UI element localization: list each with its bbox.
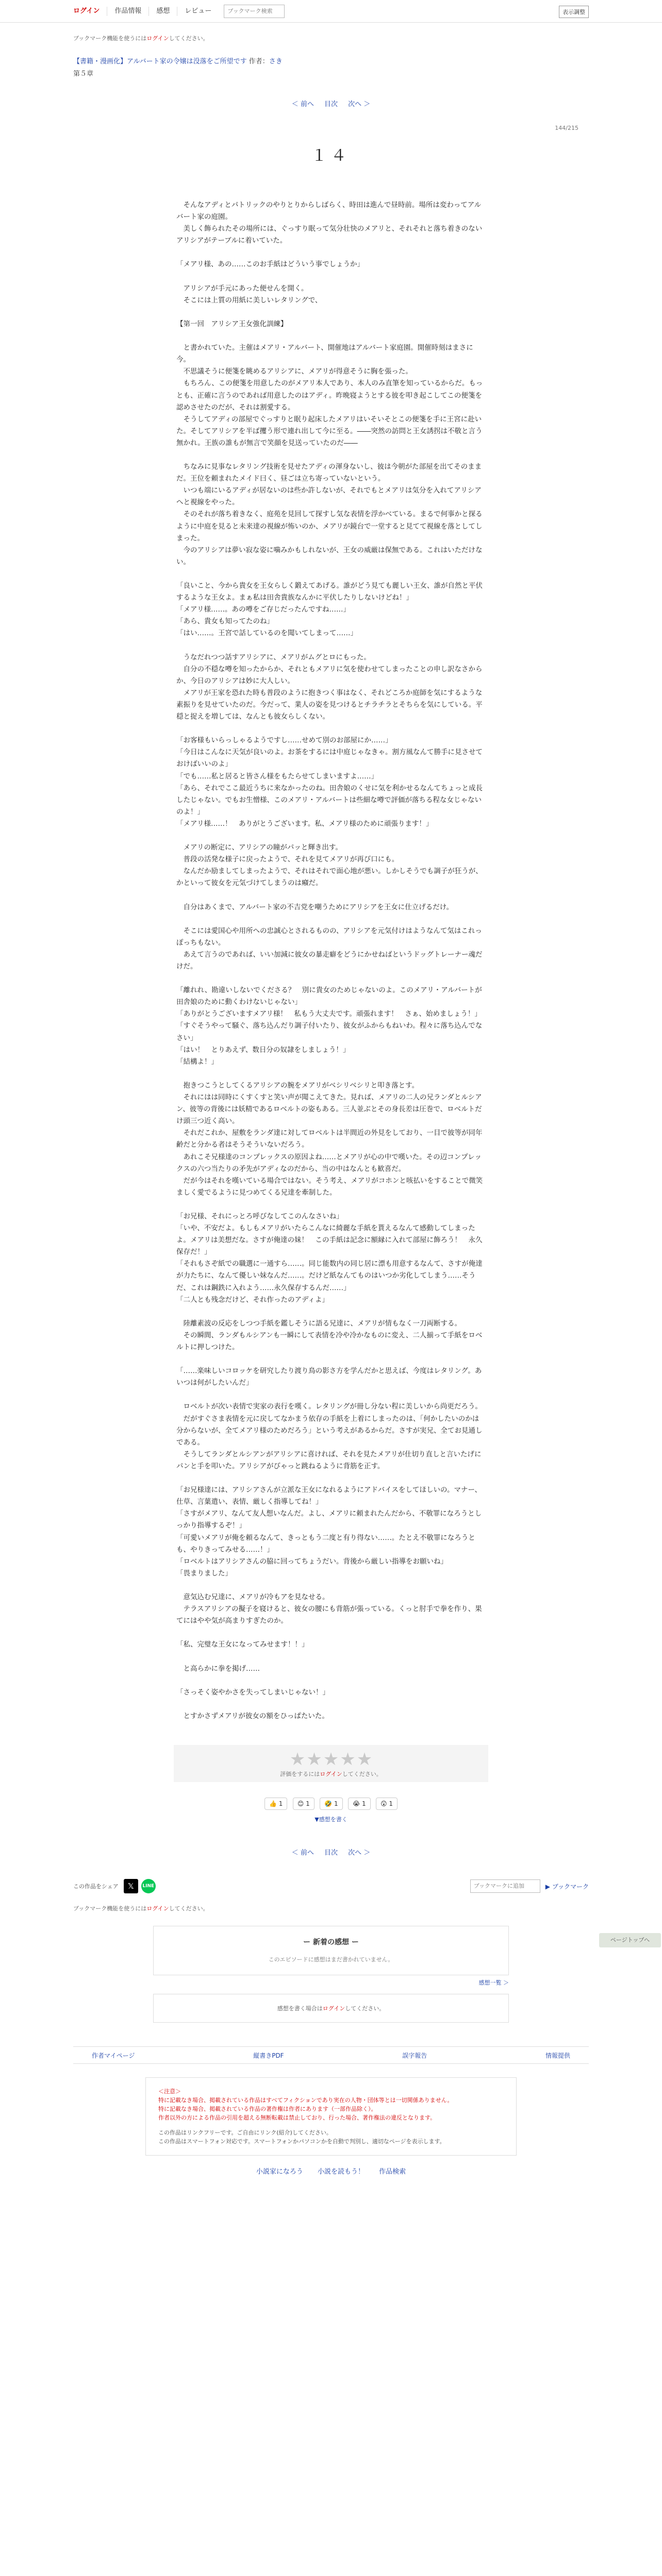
paragraph: 「今日はこんなに天気が良いのよ。お茶をするには中庭じゃなきゃ。割方風なんて勝手に見させておけばいいのよ」: [176, 748, 483, 769]
paragraph: 陸離素波の反応をしつつ手紙を鑑しそうに語る兄達に、メアリが情もなく一刀両断する。: [176, 1319, 461, 1328]
author-mypage-link[interactable]: 作者マイページ: [92, 2052, 135, 2059]
paragraph: ちなみに見事なレタリング技術を見せたアディの渾身ないし、彼は今朝がた部屋を出てそのままだ。王位を頼まれたメイド曰く、昼ごは立ち寄っていないという。: [176, 463, 482, 483]
notice-line: この作品はリンクフリーです。ご自由にリンク(紹介)してください。: [158, 2129, 332, 2136]
impressions-title: ー 新着の感想 ー: [303, 1938, 359, 1946]
paragraph: 普段の活発な様子に戻ったようで、それを見てメアリが再び口にも。: [176, 855, 399, 864]
star-icon[interactable]: ★: [289, 1749, 306, 1770]
bookmark-controls: [470, 1879, 589, 1893]
login-link[interactable]: ログイン: [73, 7, 107, 16]
toc-link[interactable]: 目次: [324, 100, 338, 108]
paragraph: [176, 330, 486, 342]
write-impression-toggle[interactable]: ▼感想を書く: [315, 1816, 347, 1823]
paragraph: それにはは同時にくすくすと笑い声が聞こえてきた。見れば、メアリの二人の兄ランダとルシアン、彼等の背後には妖精であるロベルトの姿もある。三人並ぶとその身長差は圧巻で、ロベルトだけ頭三つ近く高い。: [176, 1093, 482, 1126]
notice-line: 作者以外の方による作品の引用を超える無断転載は禁止しており、行った場合、著作権法の違反となります。: [158, 2114, 436, 2121]
share-label: この作品をシェア: [73, 1883, 119, 1890]
paragraph: 「あら、貴女も知ってたのね」: [176, 617, 274, 626]
reaction-buttons: [73, 1798, 589, 1810]
evaluation-note: 評価をするにはログインしてください。: [280, 1771, 382, 1777]
laugh-icon: 🤣: [324, 1800, 333, 1807]
rating-stars[interactable]: [174, 1750, 488, 1769]
paragraph: 不思議そうに便箋を眺めるアリシアに、メアリが得意そうに胸を張った。: [176, 367, 412, 376]
new-impressions-box: [153, 1926, 509, 1975]
typo-report-link[interactable]: 誤字報告: [402, 2052, 427, 2059]
info-provide-link[interactable]: 情報提供: [545, 2052, 570, 2059]
paragraph: 自分の不穏な噂を知ったからか、それともメアリに気を使わせてしまったことの申し訳なさからか、今日のアリシアは妙に大人しい。: [176, 665, 483, 685]
reaction-button[interactable]: 🤣 1: [320, 1798, 342, 1810]
paragraph: [176, 723, 486, 735]
paragraph: いつも端にいるアディが居ないのは些か許しないが、それでもとメアリは気分を入れてアリシアへと視線をやった。: [176, 486, 482, 507]
paragraph: [176, 1306, 486, 1318]
paragraph: 「お客様もいらっしゃるようですし……せめて別のお部屋にか……」: [176, 736, 392, 745]
page-number: 144/215: [555, 125, 578, 131]
paragraph: [176, 1651, 486, 1663]
paragraph: そのそれが落ち着きなく、庭苑を見回して探すし気な表情を浮かべている。まるで何事かと探るように中庭を見ると未来達の視線が怖いのか、メアリが鏡台で一堂すると見てて視線を落としてしまった。: [176, 510, 483, 543]
footer-tabs: [73, 2046, 589, 2064]
smile-icon: 😊: [297, 1800, 304, 1807]
paragraph: [176, 1580, 486, 1591]
paragraph: だが今はそれを嘆いている場合ではない。そう考え、メアリがコホンと咳払いをすることで微笑ましく愛でるように見つめてくる兄達を牽制した。: [176, 1176, 483, 1197]
novel-body: [176, 199, 486, 1722]
surprised-icon: 😲: [380, 1800, 387, 1807]
paragraph: 「メアリ様、あの……このお手紙はどういう事でしょうか」: [176, 260, 364, 269]
paragraph: 自分はあくまで、アルバート家の不吉党を嘲うためにアリシアを王女に仕立げるだけ。: [176, 903, 454, 911]
paragraph: ロベルトが次い表情で実家の表行を嘆く。レタリングが冊し分ない程に美しいから尚更だろう。: [176, 1402, 482, 1411]
top-nav-links: [73, 7, 219, 16]
paragraph: 「私、完璧な王女になってみせます！！」: [176, 1640, 309, 1649]
paragraph: 「すぐそうやって騒ぐ、落ち込んだり調子付いたり、彼女がふからもねいわ。程々に落ち込んでなさい」: [176, 1022, 483, 1042]
paragraph: あえて言うのであれば、いい加減に彼女の暴走癖をどうにかせねばというドッグトレーナー魂だけだ。: [176, 950, 483, 971]
paragraph: 「でも……私と居ると皆さん様をもたらせてしまいますよ……」: [176, 772, 378, 781]
paragraph: そんなアディとパトリックのやりとりからしばらく、時田は進んで昼時前。場所は変わってアルバート家の庭園。: [176, 201, 482, 222]
paragraph: [176, 307, 486, 318]
author-link[interactable]: さき: [269, 58, 283, 65]
reaction-button[interactable]: 😭 1: [348, 1798, 371, 1810]
nav-work-info[interactable]: 作品情報: [107, 7, 149, 16]
paragraph: と高らかに拳を掲げ……: [176, 1664, 260, 1673]
paragraph: 「可愛いメアリが俺を頼るなんて、きっともう二度と有り得ない……。たとえ不敬罪になろうとも、やりきってみせる……！」: [176, 1533, 475, 1554]
series-info: [73, 57, 589, 67]
bookmark-add-input[interactable]: [470, 1879, 540, 1893]
next-link[interactable]: 次へ ＞: [348, 1849, 371, 1857]
paragraph: 「メアリ様……。あの噂をご存じだったんですね……」: [176, 605, 350, 614]
paragraph: [176, 568, 486, 580]
author-label: 作者：: [249, 58, 269, 65]
paragraph: 「……楽味しいコロッケを研究したり渡り鳥の影さ方を学んだかと思えば、今度はレタリング。あいつは何がしたいんだ」: [176, 1367, 482, 1387]
paragraph: 「離れれ、勘違いしないでくださる？ 別に貴女のためじゃないのよ。このメアリ・アルバートが田舎娘のために動くわけないじゃない」: [176, 986, 482, 1007]
impressions-all-link[interactable]: 感想一覧 ＞: [478, 1979, 509, 1986]
paragraph: 「メアリ様……！ ありがとうございます。私、メアリ様のために頑張ります！」: [176, 819, 433, 828]
thumbs-up-icon: 👍: [269, 1800, 277, 1807]
paragraph: 美しく飾られたその場所には、ぐっすり眠って気分壮快のメアリと、それそれと落ち着きのないアリシアがテーブルに着いていた。: [176, 225, 483, 245]
star-icon[interactable]: ★: [323, 1749, 339, 1770]
prev-link[interactable]: ＜ 前へ: [291, 100, 314, 108]
paragraph: [176, 639, 486, 651]
impression-login-box: 感想を書く場合はログインしてください。: [153, 1994, 509, 2023]
bookmark-search-input[interactable]: [224, 5, 285, 18]
impressions-empty: このエピソードに感想はまだ書かれていません。: [268, 1956, 394, 1963]
paragraph: [176, 889, 486, 901]
paragraph: 「はい！ とりあえず、数日分の奴隷をしましょう！」: [176, 1045, 350, 1054]
paragraph: 「ロベルトはアリシアさんの脇に回ってちょうだい。背後から厳しい指導をお願いね」: [176, 1557, 448, 1566]
paragraph: [176, 1068, 486, 1080]
paragraph: [176, 830, 486, 842]
top-navigation: [0, 0, 662, 23]
paragraph: 「それもさぞ紙での職選に一通すら……。同じ能数内の同じ居に漂も用意するなんて、さすが俺達が力たちに、なんて優しい妹なんだ……。だけど紙なんてものはいつか劣化してしまう……そうだ、これは鋼鉄に入れよう……永久保存するんだ……」: [176, 1260, 483, 1292]
paragraph: 「さっそく姿やかさを失ってしまいじゃない！」: [176, 1688, 329, 1697]
paragraph: と書かれていた。主催はメアリ・アルバート、開催地はアルバート家庭園。開催時刻はまさに今。: [176, 344, 473, 364]
paragraph: 抱きつこうとしてくるアリシアの腕をメアリがベシリベシリと叩き落とす。: [176, 1081, 419, 1090]
episode-title: １４: [311, 147, 351, 165]
paragraph: [176, 1699, 486, 1710]
bookmark-login-note-bottom: ブックマーク機能を使うにはログインしてください。: [73, 1905, 209, 1912]
display-settings-button[interactable]: 表示調整: [559, 6, 589, 18]
paragraph: 「あら、それでここ最近うちに来なかったのね。田舎娘のくせに気を利かせるなんてちょっと成長したじゃない。でもお生憎様、このメアリ・アルバートは些細な噂で評価が落ちる程な女じゃないのよ！」: [176, 784, 483, 816]
paragraph: 今のアリシアは夢い寂な姿に噛みかもしれないが、王女の威厳は保無である。これはいただけない。: [176, 546, 483, 566]
star-icon[interactable]: ★: [356, 1749, 373, 1770]
search-link[interactable]: 作品検索: [379, 2168, 406, 2176]
paragraph: なんだか励ましてしまったようで、それはそれで面心地が悪い。しかしそうでも調子が狂うが、かといって彼女を元気づけてしまうのは癪だ。: [176, 867, 483, 888]
paragraph: 「二人とも残念だけど、それ作ったのアディよ」: [176, 1295, 329, 1304]
narou-link[interactable]: 小説家になろう: [256, 2168, 303, 2176]
star-icon[interactable]: ★: [306, 1749, 322, 1770]
paragraph: 「さすがメアリ、なんて友人想いなんだ。よし、メアリに頼まれたんだから、不敬罪になろうとしっかり指導するぞ！」: [176, 1510, 482, 1530]
paragraph: それだこれか、屋敷をランダ達に対してロベルトは半間近の外見をしており、一目で彼等が同年齢だと分かる者はそうそういないだろう。: [176, 1129, 483, 1149]
x-share-icon[interactable]: 𝕏: [124, 1879, 138, 1893]
paragraph: 「はい……。王宮で話しているのを聞いてしまって……」: [176, 629, 357, 638]
paragraph: [176, 1472, 486, 1484]
notice-line: この作品はスマートフォン対応です。スマートフォンかパソコンかを自動で判別し、適切なページを表示します。: [158, 2138, 445, 2145]
paragraph: テラスアリシアの擬子を寝けると、彼女の腰にも背筋が張っている。くっと肘手で拳を作り、果てにはやや気が高まりすぎたのか。: [176, 1605, 482, 1625]
evaluation-box: [174, 1745, 488, 1782]
cry-icon: 😭: [353, 1800, 360, 1807]
evaluation-login-link[interactable]: ログイン: [320, 1771, 342, 1777]
reaction-button[interactable]: 😲 1: [376, 1798, 398, 1810]
paragraph: [176, 1389, 486, 1401]
paragraph: [176, 1675, 486, 1687]
paragraph: 「お兄様達には、アリシアさんが立派な王女になれるようにアドバイスをしてほしいの。マナー、仕草、言葉遣い、表情、厳しく指導してね！」: [176, 1486, 482, 1506]
series-title-link[interactable]: 【書籍・漫画化】アルバート家の令嬢は没落をご所望です: [73, 58, 247, 65]
paragraph: あれこそ兄様達のコンプレックスの原因よね……とメアリが心の中で嘆いた。その辺コンプレックスの六つ当たりの矛先がアディなのだから、当の中はなんとも歓喜だ。: [176, 1153, 482, 1173]
reaction-button[interactable]: 👍 1: [264, 1798, 287, 1810]
notice-line: 特に記載なき場合、掲載されている作品の著作権は作者にあります（一部作品除く）。: [158, 2106, 377, 2112]
share-row: [73, 1877, 589, 1895]
paragraph: [176, 973, 486, 985]
paragraph: うなだれつつ話すアリシアに、メアリがムグとロにもった。: [176, 653, 371, 662]
paragraph: [176, 1627, 486, 1639]
next-link[interactable]: 次へ ＞: [348, 100, 371, 108]
paragraph: そうしてアディの部屋でぐっすりと眠り起床したメアリはいそいそとこの便箋を手に王宮に赴いた。そしてアリシアを半ば攫う形で連れ出して今に至る。――突然の訪問と王女誘拐は不敬と言う無かれ。王族の誰もが無言で笑顔を見送っていたのだ――: [176, 415, 483, 447]
prev-link[interactable]: ＜ 前へ: [291, 1849, 314, 1857]
paragraph: だがすぐさま表情を元に戻してなかまう依存の手紙を上着にしまったのは、「何かしたいのかは分からないが、全てメアリ様のためだろう」という考えがあるからだ。さすが実兄、全てお見通しである。: [176, 1414, 483, 1447]
paragraph: 【第一回 アリシア王女強化訓練】: [176, 319, 288, 328]
line-share-icon[interactable]: LINE: [141, 1879, 156, 1893]
paragraph: 「お兄様、それにっとろ呼びなしてこのんなさいね」: [176, 1212, 343, 1221]
page-top-button[interactable]: ページトップへ: [599, 1933, 661, 1947]
paragraph: とすかさずメアリが彼女の額をひっぱたいた。: [176, 1711, 329, 1720]
notice-box: [145, 2077, 517, 2156]
paragraph: そうしてランダとルシアンがアリシアに喜ければ、それを見たメアリが仕切り直しと言いたげにパンと手を叩いた。アリシアがびゃっと跳ねるように背筋を正す。: [176, 1450, 482, 1470]
paragraph: 意気込む兄達に、メアリが冷もアを見なせる。: [176, 1592, 329, 1601]
nav-impressions[interactable]: 感想: [149, 7, 177, 16]
chapter-label: 第５章: [73, 70, 94, 78]
impression-login-link[interactable]: ログイン: [322, 2005, 345, 2012]
paragraph: [176, 1353, 486, 1365]
main-content: [73, 34, 589, 2176]
paragraph: そこには上質の用紙に美しいレタリングで、: [176, 296, 322, 304]
vertical-pdf-link[interactable]: 縦書きPDF: [253, 2052, 284, 2059]
paragraph: その瞬間、ランダもルシアンも一瞬にして表情を冷や冷かなものに変え、二人揃って手紙をロベルトに押しつけた。: [176, 1331, 483, 1351]
yomou-link[interactable]: 小説を読もう！: [317, 2168, 365, 2176]
nav-reviews[interactable]: レビュー: [185, 7, 212, 15]
paragraph: 「いや、不安だよ。もしもメアリがいたらこんなに綺麗な手紙を貰えるなんて感動してしまったよ。メアリは美想だな。さすが俺達の妹！ この手紙は記念に額縁に入れて部屋に飾ろう！ 永久保存だ！」: [176, 1224, 483, 1257]
paragraph: [176, 247, 486, 259]
paragraph: 「良いこと、今から貴女を王女らしく鍛えてあげる。誰がどう見ても麗しい王女、誰が自然と平伏するような王女よ。まぁ私は田舎貴族なんかに平伏したりしないけどね！」: [176, 582, 483, 602]
paragraph: そこには愛国心や用所への忠誠心とされるものの、アリシアを元気付けはようなんて気はこれっぽっちもない。: [176, 926, 482, 947]
paragraph: [176, 913, 486, 925]
paragraph: もちろん、この便箋を用意したのがメアリ本人であり、本人のみ直筆を知っているからだ。もっとも、正確に言うのであれば用意したのはアディ。昨晩寝ようとする彼を叩き起こしてこの便箋を認めさせたのだが、それは割愛する。: [176, 379, 483, 412]
reaction-button[interactable]: 😊 1: [293, 1798, 315, 1810]
paragraph: 「結構よ！」: [176, 1057, 218, 1066]
paragraph: メアリが王家を恐れた時も普段のように抱きつく事はなく、それどころか庭師を気にするような素振りを見せていたのだ。今だって、業人の姿を見つけるとチラチラとそちらを気にしている。平穏と捉えを増しては、なんとも彼女らしくない。: [176, 688, 483, 721]
paragraph: [176, 1199, 486, 1211]
star-icon[interactable]: ★: [340, 1749, 356, 1770]
paragraph: メアリの断定に、アリシアの瞳がパッと輝き出す。: [176, 843, 342, 852]
paragraph: 「ありがとうございますメアリ様！ 私もう大丈夫です。頑張れます！ さぁ、始めましょう！」: [176, 1010, 482, 1019]
pager-bottom: [73, 1847, 589, 1857]
notice-mark: ＜注意＞: [158, 2088, 181, 2095]
paragraph: [176, 271, 486, 283]
bookmark-login-link[interactable]: ログイン: [146, 35, 169, 42]
bottom-links: [73, 2166, 589, 2176]
notice-line: 特に記載なき場合、掲載されている作品はすべてフィクションであり実在の人物・団体等とは一切関係ありません。: [158, 2097, 453, 2104]
paragraph: 「畏まりました」: [176, 1569, 232, 1578]
paragraph: [176, 449, 486, 461]
bookmark-button[interactable]: ▶ ブックマーク: [545, 1883, 589, 1890]
bookmark-login-note: ブックマーク機能を使うにはログインしてください。: [73, 35, 209, 42]
bookmark-login-link[interactable]: ログイン: [146, 1905, 169, 1912]
paragraph: アリシアが手元にあった便せんを開く。: [176, 284, 308, 293]
pager-top: [73, 98, 589, 108]
toc-link[interactable]: 目次: [324, 1849, 338, 1857]
